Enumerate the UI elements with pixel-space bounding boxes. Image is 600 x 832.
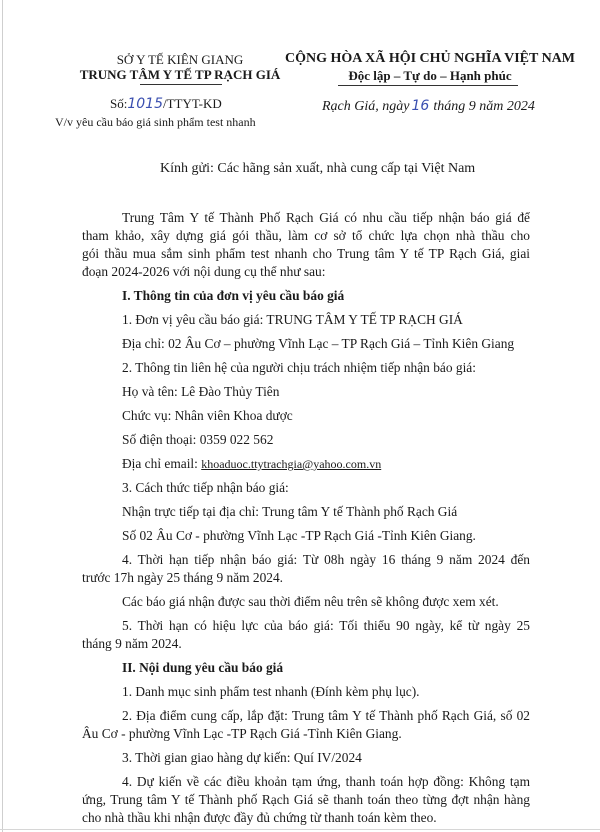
section-2-heading: II. Nội dung yêu cầu báo giá bbox=[122, 660, 284, 675]
s1-contact-position: Chức vụ: Nhân viên Khoa dược bbox=[122, 408, 293, 423]
s1-item-5-line-2: tháng 9 năm 2024. bbox=[82, 636, 182, 651]
s1-address: Địa chỉ: 02 Âu Cơ – phường Vĩnh Lạc – TP Rạch Giá – Tỉnh Kiên Giang bbox=[122, 336, 515, 351]
page-edge-bottom bbox=[0, 829, 600, 830]
handwritten-number: 1015 bbox=[127, 96, 163, 112]
agency-line: SỞ Y TẾ KIÊN GIANG bbox=[116, 52, 244, 67]
center-name: TRUNG TÂM Y TẾ TP RẠCH GIÁ bbox=[79, 67, 281, 82]
intro-line-1: Trung Tâm Y tế Thành Phố Rạch Giá có nhu cầu tiếp nhận báo giá để bbox=[122, 210, 530, 225]
section-1-heading: I. Thông tin của đơn vị yêu cầu báo giá bbox=[122, 288, 345, 303]
header-right-underline bbox=[338, 85, 518, 86]
page-edge-left bbox=[2, 0, 3, 832]
s1-contact-email bbox=[122, 456, 381, 472]
email-label: Địa chỉ email: bbox=[122, 456, 198, 471]
date-suffix: tháng 9 năm 2024 bbox=[433, 99, 535, 114]
country-name: CỘNG HÒA XÃ HỘI CHỦ NGHĨA VIỆT NAM bbox=[284, 51, 575, 66]
s1-contact-phone: Số điện thoại: 0359 022 562 bbox=[122, 432, 274, 447]
s1-item-4-line-1: 4. Thời hạn tiếp nhận báo giá: Từ 08h ngày 16 tháng 9 năm 2024 đến bbox=[122, 552, 530, 567]
s2-item-4-line-2: ứng, Trung tâm Y tế Thành phố Rạch Giá sẽ thanh toán theo từng đợt nhận hàng bbox=[82, 792, 530, 807]
handwritten-day: 16 bbox=[411, 98, 430, 114]
s1-receive-address: Số 02 Âu Cơ - phường Vĩnh Lạc -TP Rạch Giá -Tỉnh Kiên Giang. bbox=[122, 528, 476, 543]
subject-line: V/v yêu cầu báo giá sinh phẩm test nhanh bbox=[55, 115, 256, 129]
s1-item-5-line-1: 5. Thời hạn có hiệu lực của báo giá: Tối thiểu 90 ngày, kể từ ngày 25 bbox=[122, 618, 530, 633]
s1-item-4-line-2: trước 17h ngày 25 tháng 9 năm 2024. bbox=[82, 570, 284, 585]
s2-item-2-line-2: Âu Cơ - phường Vĩnh Lạc -TP Rạch Giá -Tỉnh Kiên Giang. bbox=[82, 726, 402, 741]
intro-line-4: đoạn 2024-2026 với nội dung cụ thể như sau: bbox=[82, 264, 326, 279]
s2-item-2-line-1: 2. Địa điểm cung cấp, lắp đặt: Trung tâm Y tế Thành phố Rạch Giá, số 02 bbox=[122, 708, 530, 723]
email-link[interactable]: khoaduoc.ttytrachgia@yahoo.com.vn bbox=[201, 457, 382, 471]
s1-receive-direct: Nhận trực tiếp tại địa chỉ: Trung tâm Y tế Thành phố Rạch Giá bbox=[122, 504, 458, 519]
intro-line-2: tham khảo, xây dựng giá gói thầu, làm cơ sở tổ chức lựa chọn nhà thầu cho bbox=[82, 228, 530, 243]
s1-contact-name: Họ và tên: Lê Đào Thủy Tiên bbox=[122, 384, 280, 399]
number-suffix: /TTYT-KD bbox=[162, 96, 222, 111]
header-left-underline bbox=[140, 84, 222, 85]
document-number bbox=[110, 96, 222, 112]
s1-item-2: 2. Thông tin liên hệ của người chịu trách nhiệm tiếp nhận báo giá: bbox=[122, 360, 476, 375]
s2-item-4-line-1: 4. Dự kiến về các điều khoản tạm ứng, thanh toán hợp đồng: Không tạm bbox=[122, 774, 530, 789]
s1-item-3: 3. Cách thức tiếp nhận báo giá: bbox=[122, 480, 289, 495]
s1-item-1: 1. Đơn vị yêu cầu báo giá: TRUNG TÂM Y TẾ TP RẠCH GIÁ bbox=[122, 312, 463, 327]
recipient-line: Kính gửi: Các hãng sản xuất, nhà cung cấp tại Việt Nam bbox=[160, 161, 476, 176]
s2-item-4-line-3: cho nhà thầu khi nhận được đầy đủ chứng từ thanh toán kèm theo. bbox=[82, 810, 437, 825]
s2-item-1: 1. Danh mục sinh phẩm test nhanh (Đính kèm phụ lục). bbox=[122, 684, 420, 699]
date-line bbox=[322, 98, 535, 115]
intro-line-3: gói thầu mua sắm sinh phẩm test nhanh cho Trung tâm Y tế TP Rạch Giá, giai bbox=[82, 246, 530, 261]
number-prefix: Số: bbox=[110, 96, 128, 111]
date-prefix: Rạch Giá, ngày bbox=[322, 99, 410, 114]
s1-late-note: Các báo giá nhận được sau thời điểm nêu trên sẽ không được xem xét. bbox=[122, 594, 499, 609]
s2-item-3: 3. Thời gian giao hàng dự kiến: Quí IV/2024 bbox=[122, 750, 362, 765]
motto: Độc lập – Tự do – Hạnh phúc bbox=[348, 68, 512, 83]
